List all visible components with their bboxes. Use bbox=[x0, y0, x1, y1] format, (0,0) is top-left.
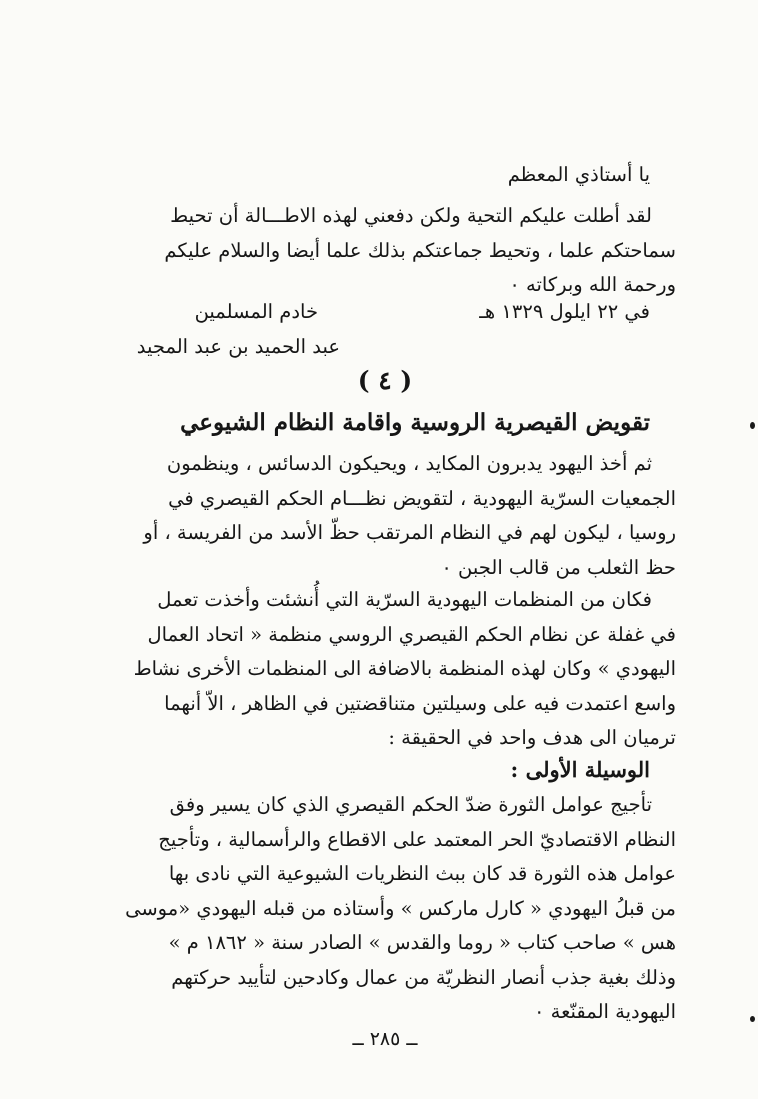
paragraph-line: حظ الثعلب من قالب الجبن ٠ bbox=[441, 555, 676, 579]
paragraph-line: في غفلة عن نظام الحكم القيصري الروسي منظمة « اتحاد العمال bbox=[147, 622, 676, 646]
section-title: تقويض القيصرية الروسية واقامة النظام الشيوعي bbox=[180, 409, 650, 436]
paragraph-line: اليهودي » وكان لهذه المنظمة بالاضافة الى المنظمات الأخرى نشاط bbox=[133, 657, 676, 680]
paragraph-line: هس » صاحب كتاب « روما والقدس » الصادر سنة « ١٨٦٢ م » bbox=[168, 931, 676, 954]
letter-signature: عبد الحميد بن عبد المجيد bbox=[136, 335, 340, 358]
letter-body-line: لقد أطلت عليكم التحية ولكن دفعني لهذه الاطـــالة أن تحيط bbox=[170, 204, 652, 227]
paragraph-line: ترميان الى هدف واحد في الحقيقة : bbox=[388, 726, 676, 749]
letter-body-line: سماحتكم علما ، وتحيط جماعتكم بذلك علما أيضا والسلام عليكم bbox=[164, 238, 676, 262]
paragraph-line: روسيا ، ليكون لهم في النظام المرتقب حظّ الأسد من الفريسة ، أو bbox=[143, 521, 676, 544]
letter-date: في ٢٢ ايلول ١٣٢٩ هـ bbox=[479, 300, 650, 323]
section-number: ( ٤ ) bbox=[357, 366, 413, 395]
paragraph-line: واسع اعتمدت فيه على وسيلتين متناقضتين في الظاهر ، الاّ أنهما bbox=[164, 691, 676, 715]
paragraph-line: عوامل هذه الثورة قد كان ببث النظريات الشيوعية التي نادى بها bbox=[168, 862, 676, 885]
paragraph-line: فكان من المنظمات اليهودية السرّية التي أُنشئت وأخذت تعمل bbox=[157, 588, 652, 611]
paragraph-line: الجمعيات السرّية اليهودية ، لتقويض نظـــام الحكم القيصري في bbox=[168, 486, 676, 510]
scan-mark bbox=[750, 422, 755, 429]
letter-body-line: ورحمة الله وبركاته ٠ bbox=[509, 273, 676, 296]
paragraph-line: تأجيج عوامل الثورة ضدّ الحكم القيصري الذي كان يسير وفق bbox=[169, 793, 652, 816]
letter-salutation: يا أستاذي المعظم bbox=[507, 163, 650, 186]
paragraph-line: من قبلُ اليهودي « كارل ماركس » وأستاذه من قبله اليهودي «موسى bbox=[125, 896, 676, 920]
page-number: ــ ٢٨٥ ــ bbox=[352, 1028, 418, 1050]
letter-signoff: خادم المسلمين bbox=[194, 300, 318, 323]
paragraph-line: اليهودية المقنّعة ٠ bbox=[534, 1000, 676, 1023]
paragraph-3 bbox=[125, 788, 676, 1030]
paragraph-line: النظام الاقتصاديّ الحر المعتمد على الاقطاع والرأسمالية ، وتأجيج bbox=[158, 827, 676, 851]
subsection-heading: الوسيلة الأولى : bbox=[510, 757, 650, 782]
scan-mark bbox=[750, 1016, 755, 1022]
paragraph-2 bbox=[128, 583, 676, 756]
paragraph-line: ثم أخذ اليهود يدبرون المكايد ، ويحيكون الدسائس ، وينظمون bbox=[166, 452, 652, 475]
letter-body bbox=[128, 199, 676, 303]
paragraph-1 bbox=[128, 447, 676, 585]
paragraph-line: وذلك بغية جذب أنصار النظريّة من عمال وكادحين لتأييد حركتهم bbox=[171, 965, 676, 989]
